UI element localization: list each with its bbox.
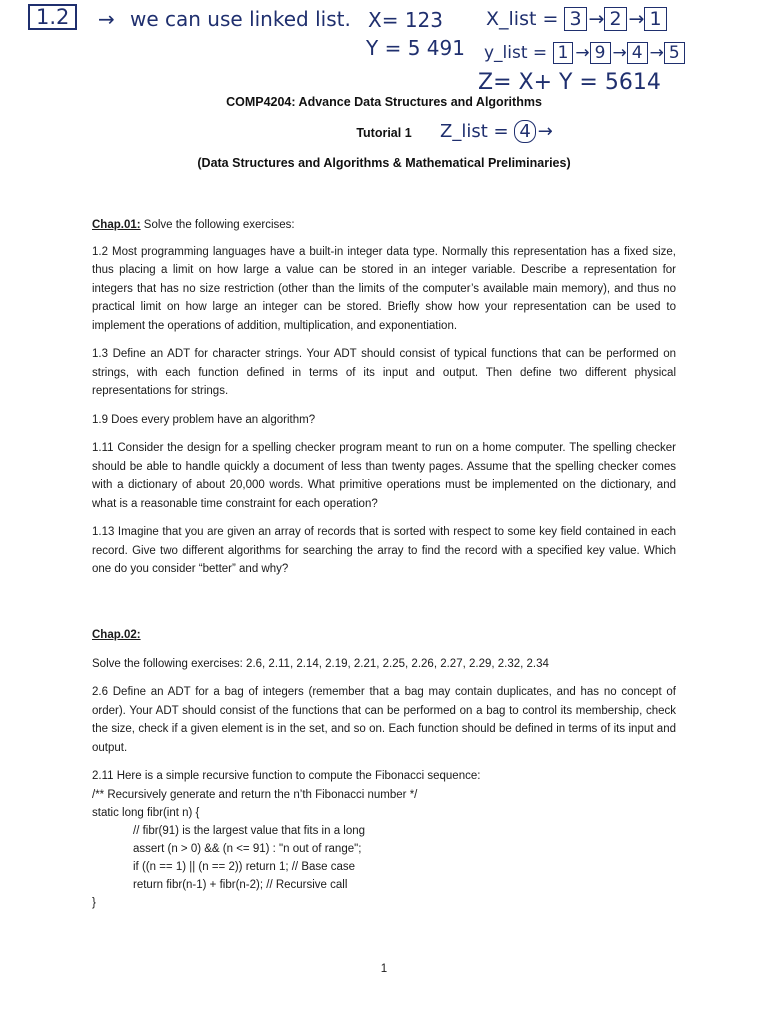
handwritten-note: we can use linked list. bbox=[130, 7, 351, 31]
exercise-1-13: 1.13 Imagine that you are given an array of records that is sorted with respect to some key field contained in each record. Give two different algorithms for searching the array to find the record with a specified key value. Which one do you consider “better” and why? bbox=[92, 526, 676, 575]
handwritten-z-list: Z_list = 4 → bbox=[440, 121, 553, 142]
handwritten-x-list: X_list = 3 → 2 → 1 bbox=[486, 7, 669, 31]
x-list-node: 3 bbox=[564, 7, 586, 31]
z-list-label: Z_list = bbox=[440, 121, 509, 142]
chap02-intro: Solve the following exercises: 2.6, 2.11, 2.14, 2.19, 2.21, 2.25, 2.26, 2.27, 2.29, 2.32, 2.34 bbox=[92, 657, 549, 670]
y-list-label: y_list = bbox=[484, 43, 548, 63]
x-list-node: 2 bbox=[604, 7, 626, 31]
handwritten-box-1-2: 1.2 bbox=[28, 4, 77, 30]
chapter-02-section bbox=[92, 626, 676, 912]
handwritten-arrow: → bbox=[98, 7, 115, 31]
tutorial-title: Tutorial 1 bbox=[356, 126, 412, 140]
z-list-node: 4 bbox=[514, 120, 535, 143]
exercise-2-11: 2.11 Here is a simple recursive function to compute the Fibonacci sequence: bbox=[92, 770, 481, 782]
chapter-01-section bbox=[92, 216, 676, 589]
handwritten-label bbox=[28, 4, 77, 30]
code-line: return fibr(n-1) + fibr(n-2); // Recursive call bbox=[133, 878, 348, 891]
page-number: 1 bbox=[380, 963, 388, 975]
exercise-1-3: 1.3 Define an ADT for character strings. Your ADT should consist of typical functions that can be performed on strings, with each function defined in terms of its input and output. Then define two different physical representations for strings. bbox=[92, 348, 676, 397]
handwritten-z-equation: Z= X+ Y = 5614 bbox=[478, 70, 661, 95]
code-line: /** Recursively generate and return the n’th Fibonacci number */ bbox=[92, 788, 418, 801]
x-list-label: X_list = bbox=[486, 8, 559, 30]
course-title: COMP4204: Advance Data Structures and Algorithms bbox=[226, 95, 542, 109]
code-line: static long fibr(int n) { bbox=[92, 806, 200, 819]
handwritten-y-assign: Y = 5 491 bbox=[366, 36, 465, 60]
y-list-node: 9 bbox=[590, 42, 611, 64]
y-list-node: 5 bbox=[664, 42, 685, 64]
chap01-intro-text: Solve the following exercises: bbox=[140, 219, 295, 231]
code-line: if ((n == 1) || (n == 2)) return 1; // Base case bbox=[133, 860, 356, 873]
chap02-heading-line bbox=[92, 626, 676, 645]
y-list-node: 4 bbox=[627, 42, 648, 64]
tutorial-subtitle: (Data Structures and Algorithms & Mathematical Preliminaries) bbox=[197, 156, 571, 170]
x-list-node: 1 bbox=[644, 7, 666, 31]
y-list-node: 1 bbox=[553, 42, 574, 64]
exercise-2-6: 2.6 Define an ADT for a bag of integers (remember that a bag may contain duplicates, and has no concept of order). Your ADT should consist of the functions that can be performed on a bag to control its membership, check the size, check if a given element is in the set, and so on. Each function should be defined in terms of its input and output. bbox=[92, 686, 676, 754]
handwritten-y-list: y_list = 1 → 9 → 4 → 5 bbox=[484, 42, 687, 64]
exercise-1-9: 1.9 Does every problem have an algorithm? bbox=[92, 413, 316, 426]
chap01-heading: Chap.01: bbox=[92, 219, 141, 231]
code-line: } bbox=[92, 896, 96, 909]
chap01-intro bbox=[92, 216, 676, 235]
code-line: assert (n > 0) && (n <= 91) : "n out of range"; bbox=[133, 842, 362, 855]
chap02-heading: Chap.02: bbox=[92, 629, 141, 641]
code-line: // fibr(91) is the largest value that fits in a long bbox=[133, 824, 366, 837]
handwritten-x-assign: X= 123 bbox=[368, 8, 443, 32]
exercise-1-2: 1.2 Most programming languages have a built-in integer data type. Normally this representation has a fixed size, thus placing a limit on how large a value can be stored in an integer variable. Describe a representation for integers that has no size restriction (other than the limits of the computer’s available main memory), and thus no practical limit on how large an integer can be stored. Briefly show how your representation can be used to implement the operations of addition, multiplication, and exponentiation. bbox=[92, 245, 676, 332]
fibonacci-code-block bbox=[92, 786, 676, 912]
exercise-1-11: 1.11 Consider the design for a spelling checker program meant to run on a home computer. The spelling checker should be able to handle quickly a document of less than twenty pages. Assume that the spelling checker comes with a dictionary of about 20,000 words. What primitive operations must be implemented on the dictionary, and what is a reasonable time constraint for each operation? bbox=[92, 442, 676, 510]
